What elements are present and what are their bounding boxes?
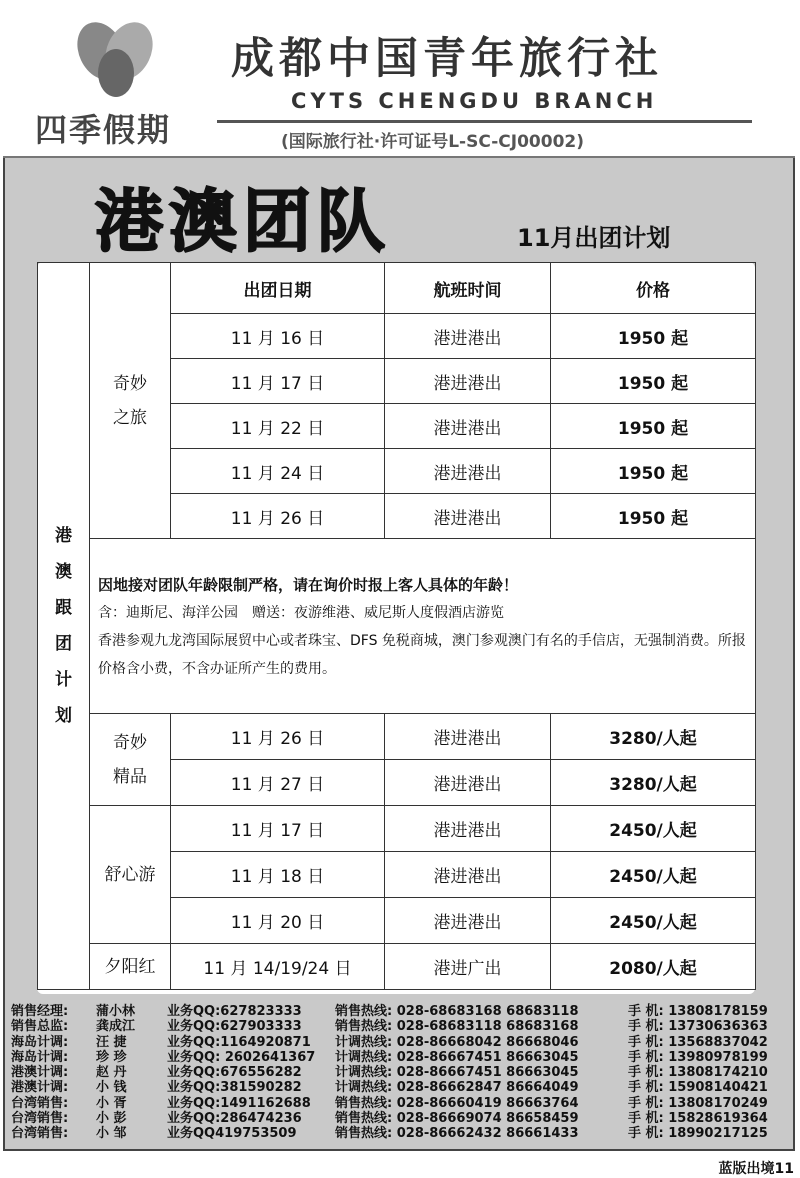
price-cell: 1950 起 bbox=[551, 359, 756, 404]
category-label: 港澳跟团计划 bbox=[55, 526, 72, 726]
contact-mobile: 手 机: 13808170249 bbox=[628, 1095, 768, 1111]
contact-hotline: 计调热线: 028-86668042 86668046 bbox=[335, 1034, 579, 1050]
group-cell: 夕阳红 bbox=[90, 944, 171, 990]
price-cell: 1950 起 bbox=[551, 404, 756, 449]
contact-hotline: 销售热线: 028-68683118 68683168 bbox=[335, 1019, 579, 1035]
notes-cell bbox=[90, 539, 756, 714]
contact-hotline: 销售热线: 028-68683168 68683118 bbox=[335, 1004, 579, 1019]
contact-qq: 业务QQ:1491162688 bbox=[167, 1095, 311, 1111]
price-cell: 2450/人起 bbox=[551, 898, 756, 944]
contact-name: 小 邹 bbox=[96, 1126, 127, 1142]
header-price: 价格 bbox=[551, 263, 756, 314]
contact-qq: 业务QQ:286474236 bbox=[167, 1111, 302, 1127]
contact-mobile: 手 机: 15828619364 bbox=[628, 1111, 768, 1127]
flight-cell: 港进港出 bbox=[385, 852, 551, 898]
date-cell: 11 月 14/19/24 日 bbox=[171, 944, 385, 990]
group-label: 奇妙精品 bbox=[113, 732, 147, 787]
date-cell: 11 月 22 日 bbox=[171, 404, 385, 449]
group-cell: 舒心游 bbox=[90, 806, 171, 944]
contact-row bbox=[11, 1065, 791, 1080]
contact-row bbox=[11, 1050, 791, 1065]
logo-text: 四季假期 bbox=[35, 111, 172, 149]
date-cell: 11 月 26 日 bbox=[171, 714, 385, 760]
contact-qq: 业务QQ:676556282 bbox=[167, 1065, 302, 1081]
price-cell: 3280/人起 bbox=[551, 760, 756, 806]
price-cell: 1950 起 bbox=[551, 314, 756, 359]
contact-row bbox=[11, 1035, 791, 1050]
contact-name: 赵 丹 bbox=[96, 1065, 127, 1081]
contact-name: 珍 珍 bbox=[96, 1049, 127, 1065]
category-cell bbox=[38, 263, 90, 990]
contact-name: 龚成江 bbox=[96, 1019, 136, 1035]
contact-role: 销售经理: bbox=[11, 1004, 69, 1019]
contacts-list bbox=[11, 1004, 791, 1142]
contact-row bbox=[11, 1111, 791, 1126]
contact-qq: 业务QQ:627823333 bbox=[167, 1004, 302, 1019]
contact-mobile: 手 机: 13808174210 bbox=[628, 1065, 768, 1081]
price-cell: 2080/人起 bbox=[551, 944, 756, 990]
note-includes: 含：迪斯尼、海洋公园 赠送：夜游维港、威尼斯人度假酒店游览 bbox=[98, 605, 504, 621]
contact-role: 港澳计调: bbox=[11, 1080, 69, 1096]
contact-qq: 业务QQ: 2602641367 bbox=[167, 1049, 316, 1065]
date-cell: 11 月 17 日 bbox=[171, 359, 385, 404]
price-cell: 2450/人起 bbox=[551, 852, 756, 898]
contact-row bbox=[11, 1004, 791, 1019]
note-age-warning: 因地接对团队年龄限制严格，请在询价时报上客人具体的年龄！ bbox=[98, 576, 519, 594]
contact-name: 小 钱 bbox=[96, 1080, 127, 1096]
contact-qq: 业务QQ:1164920871 bbox=[167, 1034, 311, 1050]
header-flight: 航班时间 bbox=[385, 263, 551, 314]
company-name: 成都中国青年旅行社 bbox=[231, 34, 663, 84]
price-cell: 1950 起 bbox=[551, 449, 756, 494]
contact-hotline: 计调热线: 028-86667451 86663045 bbox=[335, 1065, 579, 1081]
contact-row bbox=[11, 1096, 791, 1111]
contact-role: 港澳计调: bbox=[11, 1065, 69, 1081]
page-title: 港澳团队 bbox=[95, 183, 392, 262]
flight-cell: 港进港出 bbox=[385, 404, 551, 449]
contact-qq: 业务QQ:381590282 bbox=[167, 1080, 302, 1096]
header bbox=[3, 3, 795, 158]
contact-mobile: 手 机: 13808178159 bbox=[628, 1004, 768, 1019]
price-cell: 1950 起 bbox=[551, 494, 756, 539]
flight-cell: 港进港出 bbox=[385, 449, 551, 494]
flight-cell: 港进港出 bbox=[385, 760, 551, 806]
date-cell: 11 月 17 日 bbox=[171, 806, 385, 852]
contact-role: 销售总监: bbox=[11, 1019, 69, 1035]
flower-logo-icon bbox=[71, 13, 161, 103]
price-cell: 2450/人起 bbox=[551, 806, 756, 852]
contact-mobile: 手 机: 13730636363 bbox=[628, 1019, 768, 1035]
date-cell: 11 月 20 日 bbox=[171, 898, 385, 944]
contact-role: 台湾销售: bbox=[11, 1126, 69, 1142]
divider bbox=[217, 120, 752, 123]
date-cell: 11 月 18 日 bbox=[171, 852, 385, 898]
contact-name: 小 胥 bbox=[96, 1095, 127, 1111]
contact-role: 海岛计调: bbox=[11, 1034, 69, 1050]
contact-qq: 业务QQ:627903333 bbox=[167, 1019, 302, 1035]
contact-role: 海岛计调: bbox=[11, 1049, 69, 1065]
flight-cell: 港进港出 bbox=[385, 714, 551, 760]
contact-mobile: 手 机: 13568837042 bbox=[628, 1034, 768, 1050]
contact-role: 台湾销售: bbox=[11, 1111, 69, 1127]
contact-hotline: 销售热线: 028-86669074 86658459 bbox=[335, 1111, 579, 1127]
contact-mobile: 手 机: 15908140421 bbox=[628, 1080, 768, 1096]
contact-row bbox=[11, 1019, 791, 1034]
flight-cell: 港进港出 bbox=[385, 494, 551, 539]
page-number: 蓝版出境11 bbox=[718, 1161, 794, 1177]
license-number: (国际旅行社·许可证号L-SC-CJ00002) bbox=[281, 132, 584, 152]
contact-hotline: 计调热线: 028-86662847 86664049 bbox=[335, 1080, 579, 1096]
contact-qq: 业务QQ419753509 bbox=[167, 1126, 297, 1142]
flight-cell: 港进港出 bbox=[385, 314, 551, 359]
date-cell: 11 月 26 日 bbox=[171, 494, 385, 539]
contact-name: 蒲小林 bbox=[96, 1004, 136, 1019]
date-cell: 11 月 24 日 bbox=[171, 449, 385, 494]
group-cell bbox=[90, 714, 171, 806]
contact-hotline: 销售热线: 028-86660419 86663764 bbox=[335, 1095, 579, 1111]
contact-name: 汪 捷 bbox=[96, 1034, 127, 1050]
company-name-en: CYTS CHENGDU BRANCH bbox=[291, 89, 658, 113]
date-cell: 11 月 16 日 bbox=[171, 314, 385, 359]
page-subtitle: 11月出团计划 bbox=[517, 224, 671, 252]
flight-cell: 港进港出 bbox=[385, 898, 551, 944]
contact-hotline: 计调热线: 028-86667451 86663045 bbox=[335, 1049, 579, 1065]
contact-mobile: 手 机: 13980978199 bbox=[628, 1049, 768, 1065]
contact-role: 台湾销售: bbox=[11, 1095, 69, 1111]
group-label: 奇妙之旅 bbox=[113, 373, 147, 428]
contact-row bbox=[11, 1080, 791, 1095]
contact-hotline: 销售热线: 028-86662432 86661433 bbox=[335, 1126, 579, 1142]
flight-cell: 港进港出 bbox=[385, 359, 551, 404]
contact-mobile: 手 机: 18990217125 bbox=[628, 1126, 768, 1142]
price-cell: 3280/人起 bbox=[551, 714, 756, 760]
note-shopping: 香港参观九龙湾国际展贸中心或者珠宝、DFS 免税商城，澳门参观澳门有名的手信店，无强制消费。所报价格含小费，不含办证所产生的费用。 bbox=[98, 633, 746, 677]
schedule-panel bbox=[37, 262, 755, 994]
schedule-table bbox=[37, 262, 756, 990]
flight-cell: 港进港出 bbox=[385, 806, 551, 852]
contact-row bbox=[11, 1126, 791, 1141]
group-cell bbox=[90, 263, 171, 539]
header-date: 出团日期 bbox=[171, 263, 385, 314]
contact-name: 小 彭 bbox=[96, 1111, 127, 1127]
date-cell: 11 月 27 日 bbox=[171, 760, 385, 806]
flight-cell: 港进广出 bbox=[385, 944, 551, 990]
